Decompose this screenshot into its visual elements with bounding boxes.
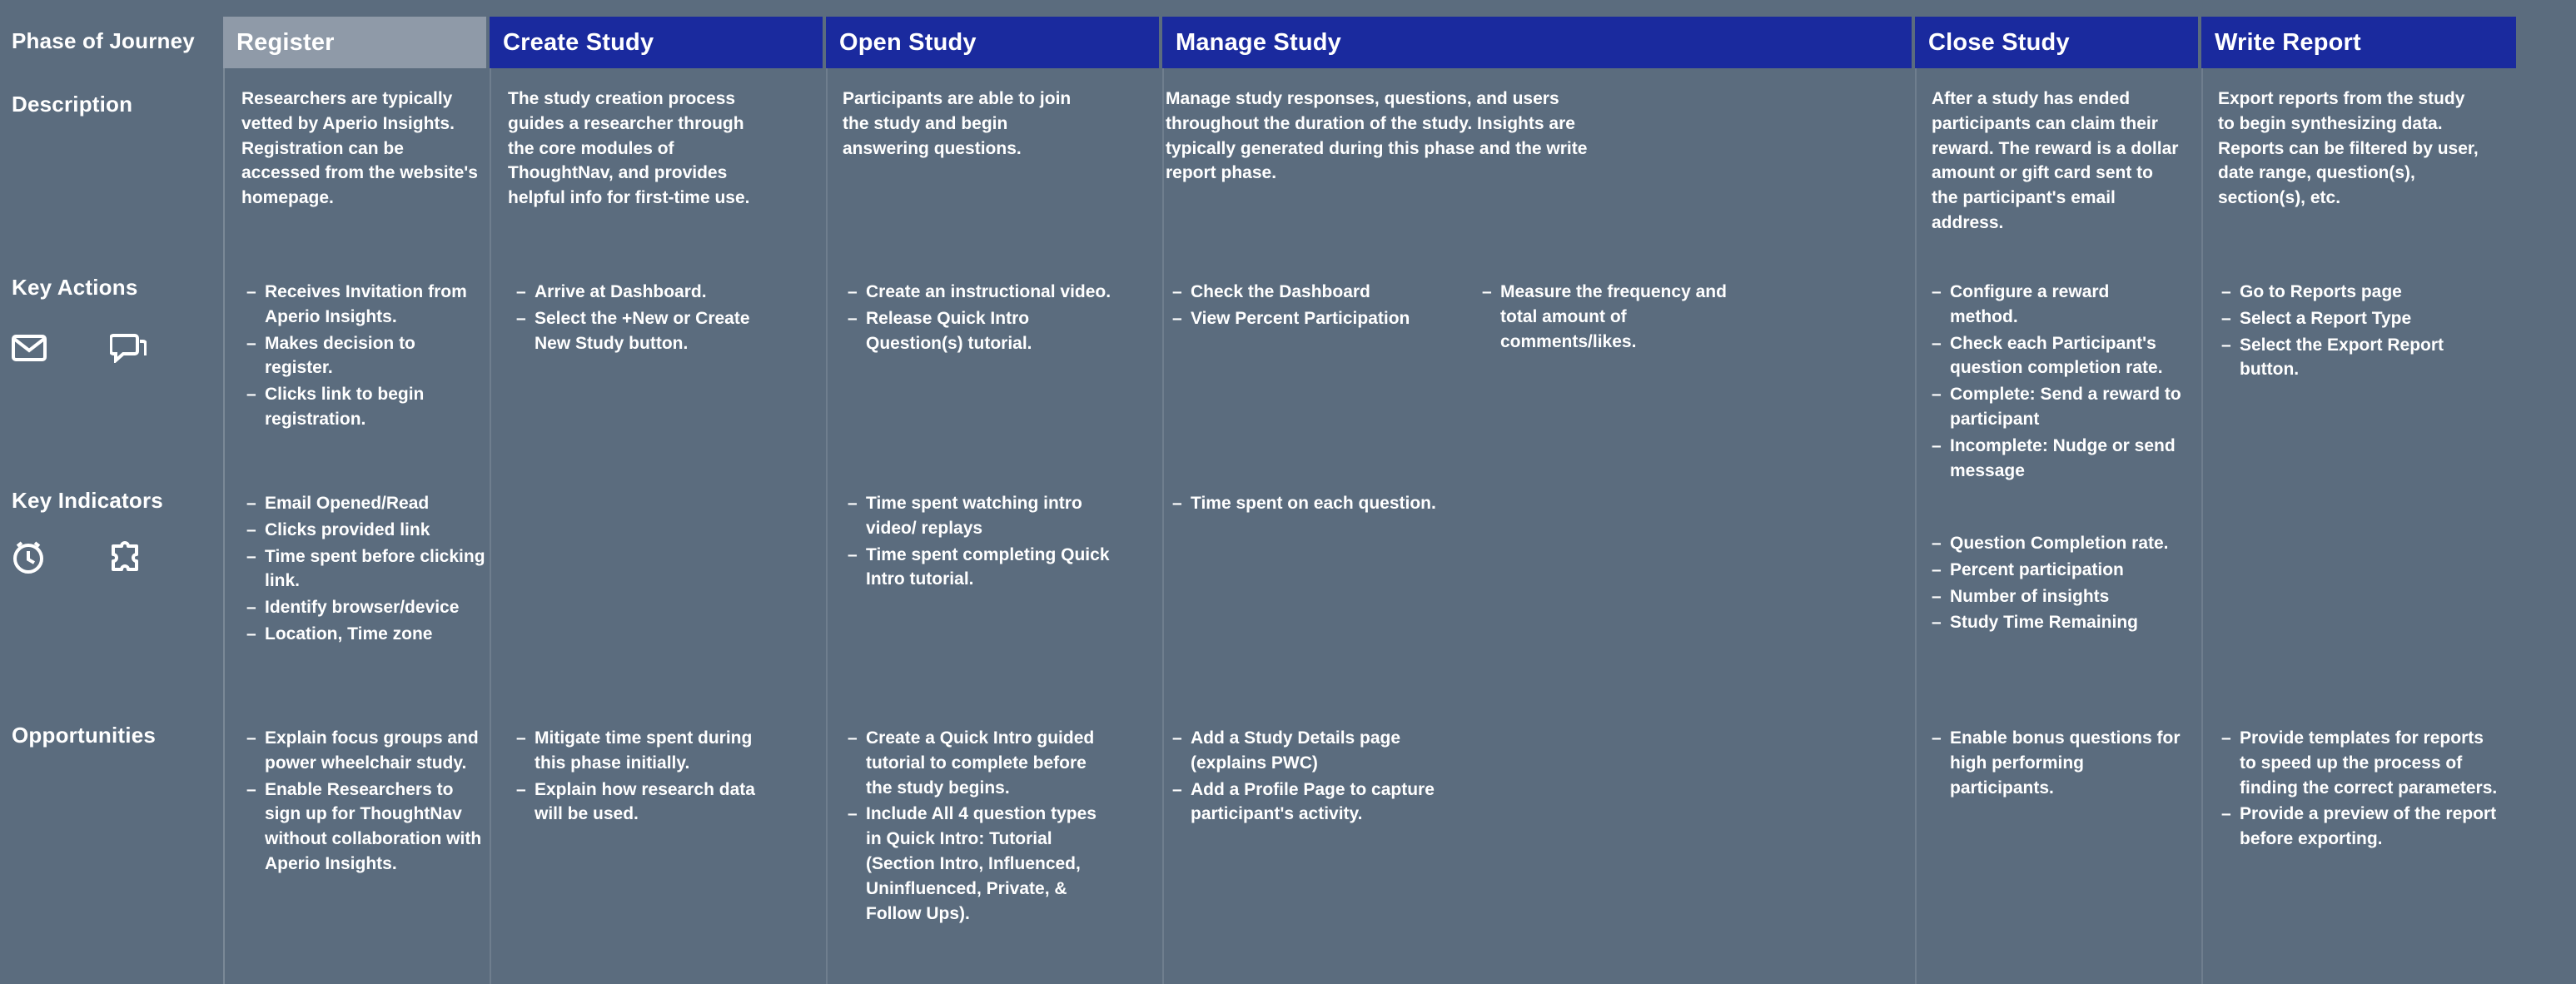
list-item: – Measure the frequency and total amount of comments/likes. (1482, 280, 1748, 354)
key-actions-create-study (516, 280, 766, 357)
list-item: – Clicks provided link (246, 518, 488, 543)
column-divider (1915, 68, 1917, 984)
list-item: – Incomplete: Nudge or send message (1932, 434, 2181, 484)
list-item: – Add a Profile Page to capture participant's activity. (1172, 778, 1447, 827)
row-label-opportunities: Opportunities (12, 723, 157, 748)
row-label-key-actions: Key Actions (12, 275, 138, 300)
key-actions-icon-group (12, 333, 147, 363)
opportunities-list (2221, 726, 2504, 852)
list-item: – Include All 4 question types in Quick Intro: Tutorial (Section Intro, Influenced, Uninfluenced, Private, & Follow Ups). (848, 802, 1114, 926)
row-label-phase-of-journey: Phase of Journey (12, 28, 195, 53)
key-indicators-list (1932, 531, 2181, 635)
opportunities-register (246, 726, 488, 878)
opportunities-list (516, 726, 766, 827)
chat-bubble-icon (110, 333, 147, 363)
opportunities-manage-study (1172, 726, 1447, 828)
list-item: – Add a Study Details page (explains PWC) (1172, 726, 1447, 776)
description-register (241, 87, 483, 211)
row-label-key-indicators: Key Indicators (12, 488, 163, 513)
description-text: Participants are able to join the study and begin answering questions. (843, 89, 1072, 158)
list-item: – Select the Export Report button. (2221, 333, 2488, 383)
key-actions-list (848, 280, 1114, 355)
list-item: – Clicks link to begin registration. (246, 382, 488, 432)
arrow-tip-icon (2486, 17, 2516, 68)
list-item: – Enable Researchers to sign up for ThoughtNav without collaboration with Aperio Insights. (246, 778, 488, 877)
key-indicators-register (246, 491, 488, 649)
list-item: – Check each Participant's question completion rate. (1932, 331, 2181, 381)
list-item: – Receives Invitation from Aperio Insights. (246, 280, 488, 330)
column-divider (1162, 68, 1164, 984)
opportunities-list (1172, 726, 1447, 827)
list-item: – Study Time Remaining (1932, 610, 2181, 635)
key-indicators-list (246, 491, 488, 647)
list-item: – Enable bonus questions for high performing participants. (1932, 726, 2181, 800)
key-actions-close-study (1932, 280, 2181, 485)
description-open-study (843, 87, 1092, 161)
key-actions-write-report (2221, 280, 2488, 384)
list-item: – Create an instructional video. (848, 280, 1114, 305)
opportunities-list (246, 726, 488, 877)
key-actions-list (2221, 280, 2488, 382)
key-actions-list (1172, 280, 1439, 331)
list-item: – Create a Quick Intro guided tutorial to complete before the study begins. (848, 726, 1114, 800)
key-actions-open-study (848, 280, 1114, 357)
column-divider (223, 68, 225, 984)
key-indicators-manage-study (1172, 491, 1439, 518)
list-item: – Question Completion rate. (1932, 531, 2181, 556)
list-item: – View Percent Participation (1172, 306, 1439, 331)
list-item: – Time spent watching intro video/ replays (848, 491, 1114, 541)
list-item: – Release Quick Intro Question(s) tutorial. (848, 306, 1114, 356)
row-label-description: Description (12, 92, 133, 117)
row-label-column (0, 0, 223, 984)
description-text: Researchers are typically vetted by Aperio Insights. Registration can be accessed from the website's homepage. (241, 89, 478, 208)
list-item: – Identify browser/device (246, 595, 488, 620)
phase-header-create-study[interactable]: Create Study (490, 17, 823, 68)
list-item: – Mitigate time spent during this phase initially. (516, 726, 766, 776)
envelope-icon (12, 335, 47, 361)
key-indicators-open-study (848, 491, 1114, 594)
key-actions-manage-study-secondary (1482, 280, 1748, 355)
phase-header-register[interactable]: Register (223, 17, 486, 68)
list-item: – Explain focus groups and power wheelchair study. (246, 726, 488, 776)
description-manage-study (1166, 87, 1640, 186)
list-item: – Provide templates for reports to speed up the process of finding the correct parameters. (2221, 726, 2504, 800)
description-text: Export reports from the study to begin synthesizing data. Reports can be filtered by user, date range, question(s), section(s), etc. (2218, 89, 2479, 208)
list-item: – Percent participation (1932, 558, 2181, 583)
phase-header-manage-study[interactable]: Manage Study (1162, 17, 1912, 68)
key-actions-register (246, 280, 488, 434)
opportunities-write-report (2221, 726, 2504, 853)
description-text: The study creation process guides a researcher through the core modules of ThoughtNav, and provides helpful info for first-time use. (508, 89, 750, 208)
key-actions-list (1932, 280, 2181, 484)
phase-header-write-report[interactable]: Write Report (2201, 17, 2516, 68)
key-actions-manage-study (1172, 280, 1439, 333)
description-write-report (2218, 87, 2484, 211)
column-divider (2201, 68, 2203, 984)
list-item: – Explain how research data will be used. (516, 778, 766, 827)
list-item: – Number of insights (1932, 584, 2181, 609)
phase-header-close-study[interactable]: Close Study (1915, 17, 2198, 68)
list-item: – Time spent before clicking link. (246, 544, 488, 594)
list-item: – Provide a preview of the report before exporting. (2221, 802, 2504, 852)
key-indicators-list (848, 491, 1114, 592)
list-item: – Configure a reward method. (1932, 280, 2181, 330)
key-actions-list (1482, 280, 1748, 354)
list-item: – Arrive at Dashboard. (516, 280, 766, 305)
opportunities-list (848, 726, 1114, 927)
column-divider (826, 68, 828, 984)
description-close-study (1932, 87, 2181, 236)
opportunities-list (1932, 726, 2181, 800)
list-item: – Check the Dashboard (1172, 280, 1439, 305)
list-item: – Time spent on each question. (1172, 491, 1439, 516)
column-divider (490, 68, 491, 984)
key-indicators-list (1172, 491, 1439, 516)
list-item: – Time spent completing Quick Intro tutorial. (848, 543, 1114, 593)
description-text: Manage study responses, questions, and users throughout the duration of the study. Insights are typically generated during this phase and the write report phase. (1166, 89, 1588, 183)
list-item: – Makes decision to register. (246, 331, 488, 381)
phase-header-band (223, 17, 2546, 68)
list-item: – Complete: Send a reward to participant (1932, 382, 2181, 432)
puzzle-piece-icon (108, 541, 142, 574)
key-indicators-icon-group (12, 541, 142, 574)
description-text: After a study has ended participants can claim their reward. The reward is a dollar amount or gift card sent to the participant's email address. (1932, 89, 2179, 233)
key-actions-list (246, 280, 488, 432)
clock-icon (12, 541, 45, 574)
opportunities-open-study (848, 726, 1114, 928)
key-indicators-close-study (1932, 531, 2181, 637)
description-create-study (508, 87, 758, 211)
opportunities-create-study (516, 726, 766, 828)
list-item: – Select the +New or Create New Study button. (516, 306, 766, 356)
list-item: – Email Opened/Read (246, 491, 488, 516)
phase-header-open-study[interactable]: Open Study (826, 17, 1159, 68)
list-item: – Location, Time zone (246, 622, 488, 647)
list-item: – Select a Report Type (2221, 306, 2488, 331)
opportunities-close-study (1932, 726, 2181, 802)
list-item: – Go to Reports page (2221, 280, 2488, 305)
key-actions-list (516, 280, 766, 355)
